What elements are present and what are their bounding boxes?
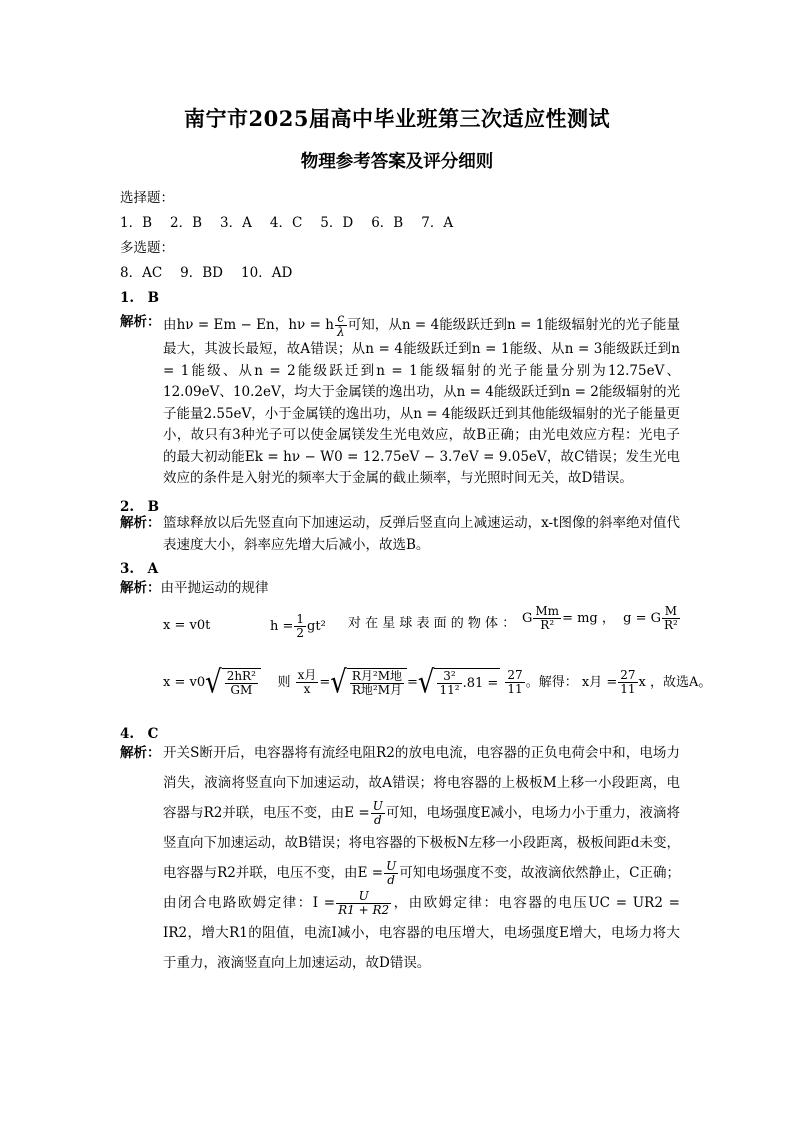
answer-3: 3．A [220, 215, 252, 231]
answer-10: 10．AD [241, 265, 293, 281]
q2-explanation: 解析： 篮球释放以后先竖直向下加速运动，反弹后竖直向上减速运动，x-t图像的斜率绝对值代表速度大小，斜率应先增大后减小，故选B。 [120, 515, 680, 553]
q2-label: 解析： [120, 515, 161, 531]
q4-explanation: 解析： 开关S断开后，电容器将有流经电阻R2的放电电流，电容器的正负电荷会中和，电场力消失，液滴将竖直向下加速运动，故A错误；将电容器的上极板M上移一小段距离，电容器与R2并联，电压不变，由E = $\frac{U}{d}$ 可知，电场强度E减小，电场力小于重力，液滴将竖直向下加速运动，故B错误；将电容器的下极板N左移一小段距离，极板间距d未变，电容器与R2并联，电压不变，由E = $\frac{U}{d}$ 可知电场强度不变，故液滴依然静止，C正确；由闭合电路欧姆定律：I = $\frac{U}{R1 + R2}$ ，由欧姆定律：电容器的电压UC = UR2 = IR2，增大R1的阻值，电流I减小，电容器的电压增大，电场强度E增大，电场力将大于重力，液滴竖直向上加速运动，故D错误。 [120, 738, 680, 978]
answer-2: 2．B [170, 215, 203, 231]
single-choice-label: 选择题： [120, 190, 174, 206]
answer-5: 5．D [320, 215, 354, 231]
page-subtitle: 物理参考答案及评分细则 [300, 152, 494, 172]
q4-label: 解析： [120, 745, 161, 761]
q3-heading: 3. A [120, 561, 159, 577]
q3-label: 解析： [120, 580, 161, 596]
answer-9: 9．BD [180, 265, 224, 281]
q2-heading: 2. B [120, 499, 160, 515]
q3-intro-row: 解析：由平抛运动的规律 [120, 580, 269, 596]
q1-label: 解析： [120, 314, 161, 330]
q3-planet-text: 对 在 星 球 表 面 的 物 体 ： [348, 616, 516, 631]
answer-4: 4．C [269, 215, 303, 231]
answer-8: 8．AC [120, 265, 163, 281]
multi-choice-answers [120, 261, 310, 281]
q3-eq-h: h = $\frac{1}{2}$ gt² [270, 612, 326, 640]
single-choice-answers [120, 211, 471, 231]
answer-1: 1．B [120, 215, 153, 231]
q1-explanation: 解析： 由hν = Em − En，hν = h $\frac{c}{\lambda}$ 可知，从n = 4能级跃迁到n = 1能级辐射光的光子能量最大，其波长最短，故A错误；从n = 4能级跃迁到n = 1能级、从n = 3能级跃迁到n = 1能级、从n = 2能级跃迁到n = 1能级辐射的光子能量分别为12.75eV、12.09eV、10.2eV，均大于金属镁的逸出功，从n = 4能级跃迁到n = 2能级辐射的光子能量2.55eV，小于金属镁的逸出功，从n = 4能级跃迁到其他能级辐射的光子能量更小，故只有3种光子可以使金属镁发生光电效应，故B正确；由光电效应方程：光电子的最大初动能Ek = hν − W0 = 12.75eV − 3.7eV = 9.05eV，故C错误；发生光电效应的条件是入射光的频率大于金属的截止频率，与光照时间无关，故D错误。 [120, 311, 680, 486]
q3-eq-x: x = v0t [163, 618, 211, 633]
q3-eq-gravity: G $\frac{Mm}{\text{R²}}$ = mg ， g = G $\frac{M}{\text{R²}}$ [522, 604, 678, 632]
answer-6: 6．B [371, 215, 404, 231]
q1-fraction: $\frac{c}{\lambda}$ [336, 311, 345, 339]
q3-eq-x2: x = v0 √ $\frac{\text{2hR²}}{GM}$ 则 $\frac{\text{x月}}{x}$ = √ $\frac{\text{R月²M地}}{\text{R地²M月}}$ = √ $\frac{\text{3²}}{\text{11²}}$ .81 = $\frac{27}{11}$ 。解得： x月 = $\frac{27}{11}$ x ，故选A。 [163, 664, 712, 701]
q4-heading: 4. C [120, 726, 159, 742]
multi-choice-label: 多选题： [120, 240, 174, 256]
answer-7: 7．A [421, 215, 454, 231]
q1-heading: 1. B [120, 290, 160, 306]
page-title: 南宁市2025届高中毕业班第三次适应性测试 [184, 106, 610, 131]
